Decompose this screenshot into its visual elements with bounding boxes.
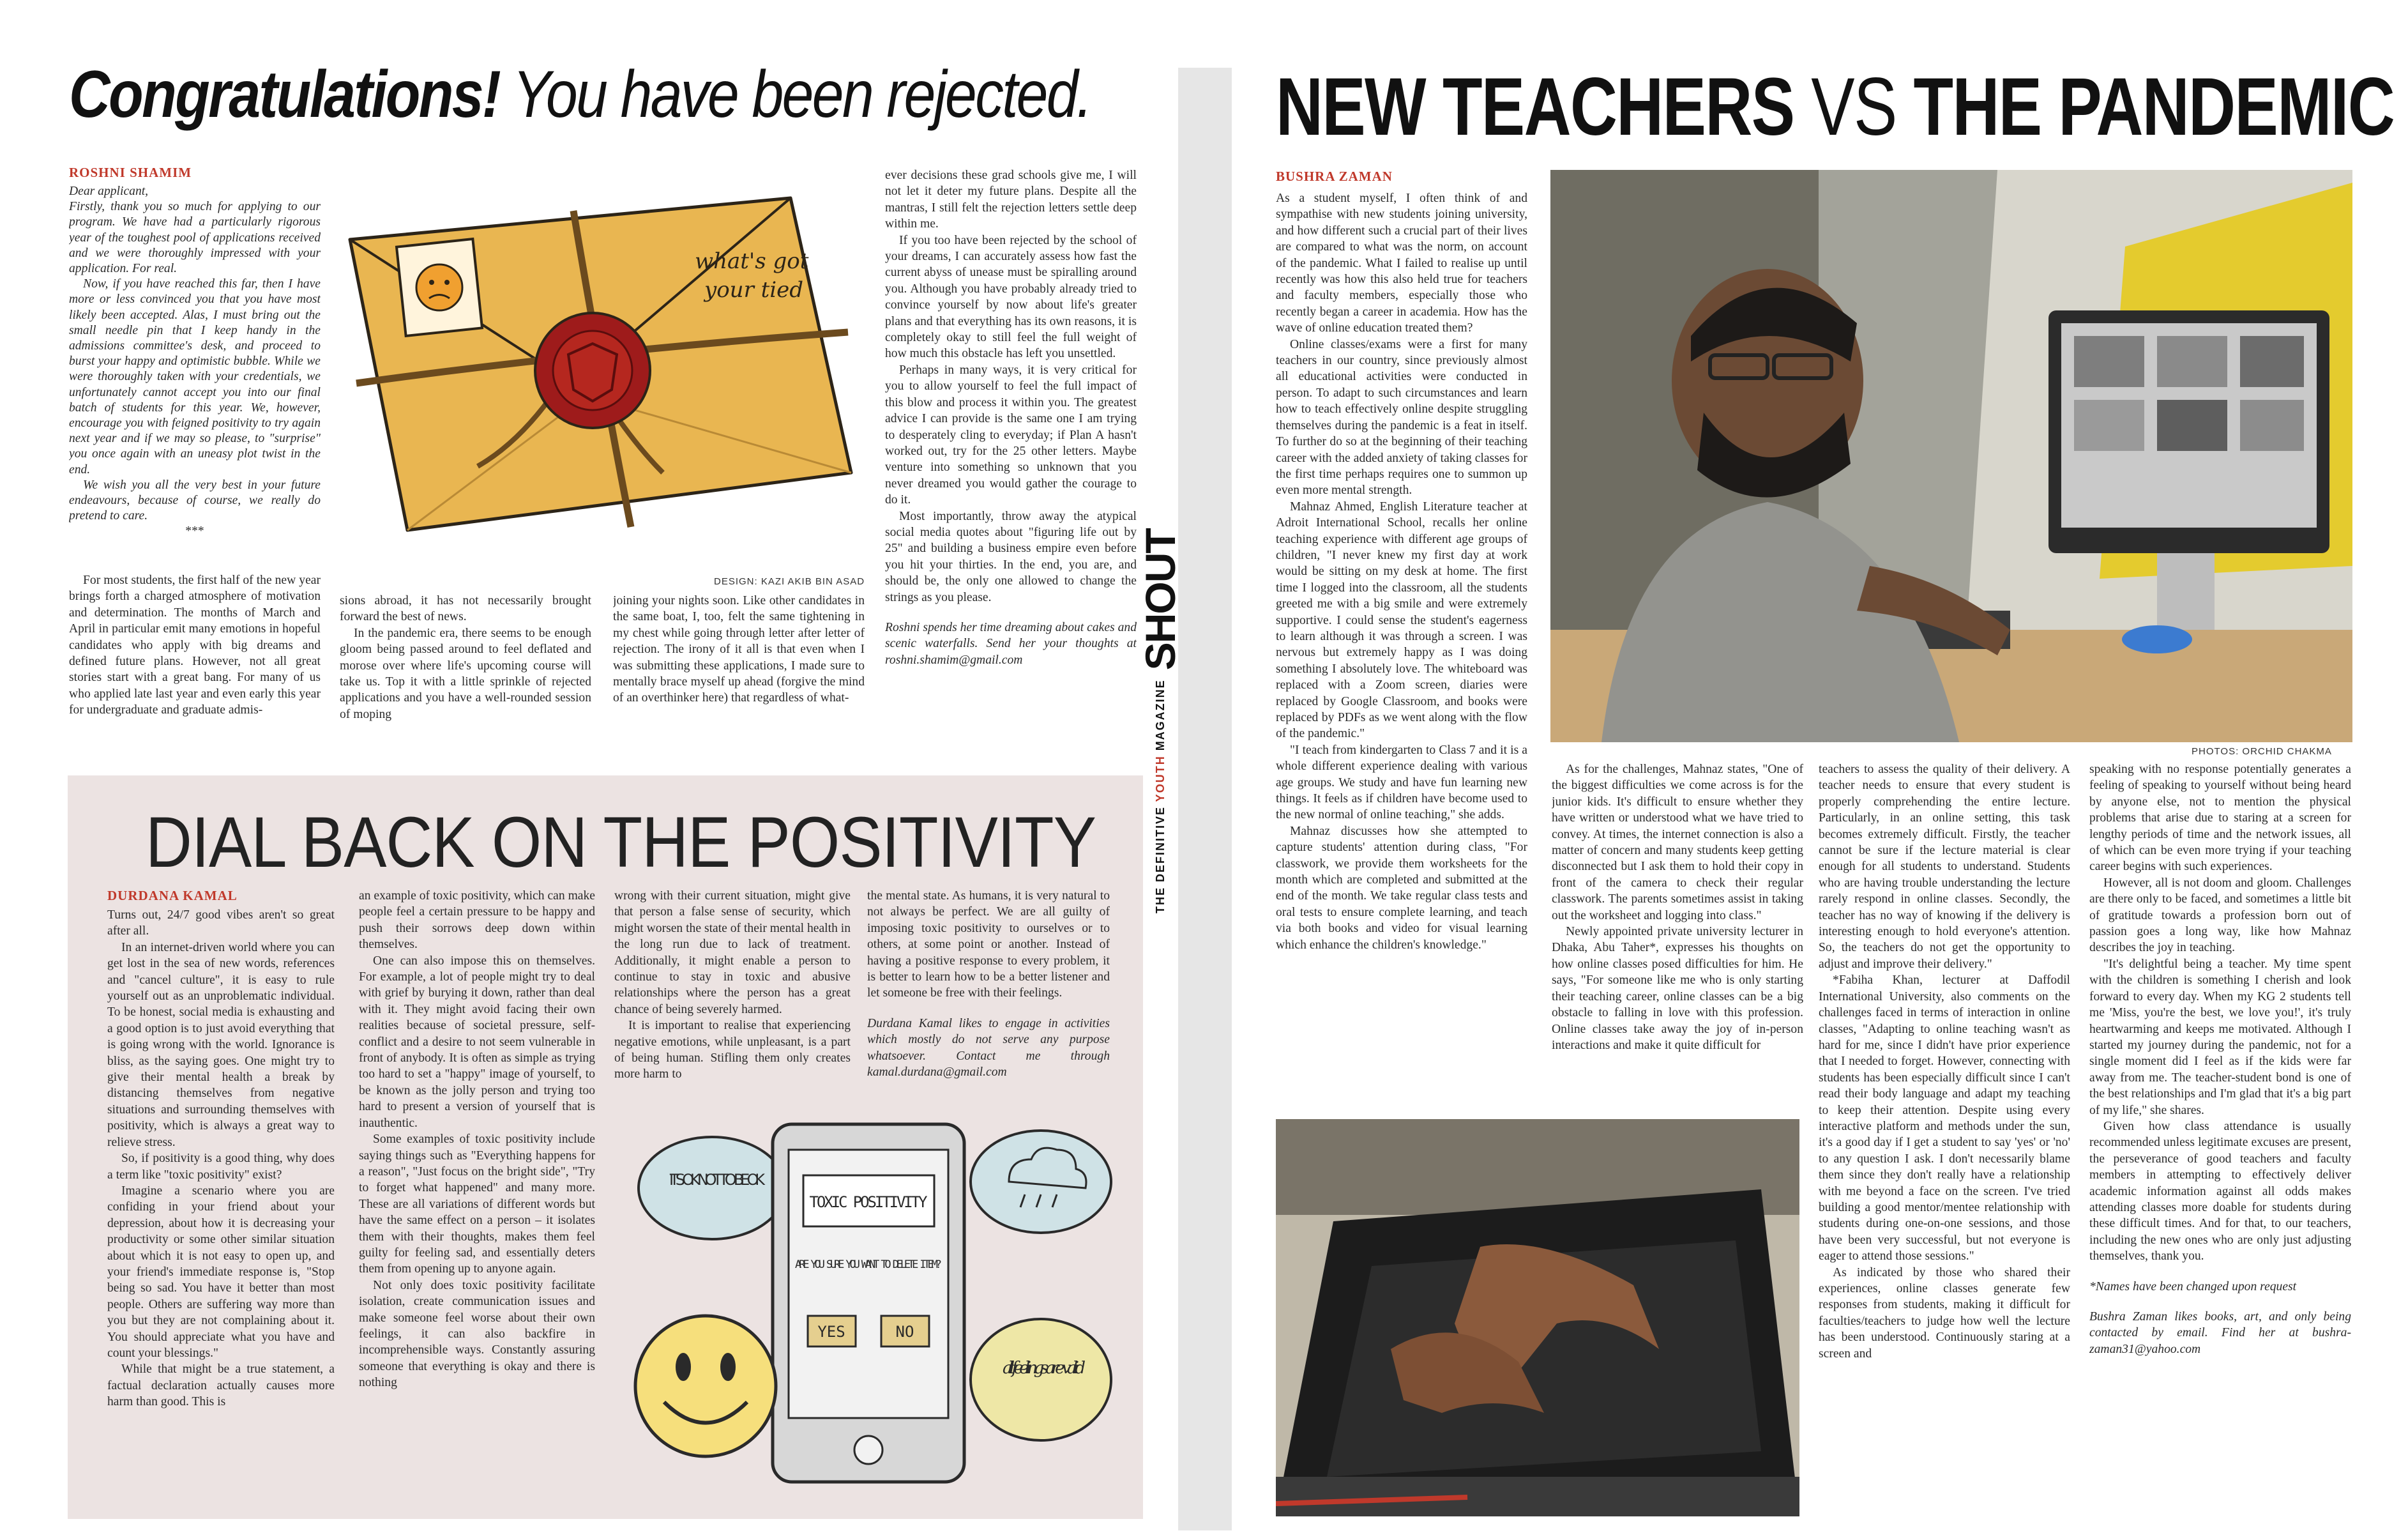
- paragraph: Not only does toxic positivity facilitate isolation, create communication issues and make someone feel worse about their own feelings, it can also backfire in incomprehensible ways. Constantly assuring someone that everything is okay and there is nothing: [359, 1278, 595, 1390]
- rejection-col-1: [69, 572, 321, 732]
- letter-paragraph: Now, if you have reached this far, then I have more or less convinced you that you have most likely been accepted. Alas, I must bring out the small needle pin that I keep handy in the admissions committee's desk, and proceed to burst your happy and optimistic bubble. While we were thoroughly taken with your credentials, we unfortunately cannot accept you into our final batch of students for this year. We, however, encourage you with feigned positivity to try again next year and if we may so please, to "surprise" you once again with an uneasy plot twist in the end.: [69, 277, 321, 477]
- paragraph: As for the challenges, Mahnaz states, "One of the biggest difficulties we come across is for the junior kids. It's difficult to ensure whether they have written or understood what we have tried to convey. At times, the internet connection is also a matter of concern and many students keep getting disconnected but I ask them to hold their copy in front of the camera to check their regular classwork. The parents sometimes assist in taking out the worksheet and logging into class.": [1552, 763, 1803, 922]
- paragraph: Perhaps in many ways, it is very critical for you to allow yourself to feel the full impact of this blow and process it within you. The greatest advice I can provide is the same one I am trying to desperately cling to everyday; if Plan A hasn't worked out, try for the 25 other letters. Maybe venture into something so unknown that you never dreamed you would gather the courage to do it.: [885, 363, 1137, 507]
- teachers-col-2: [1552, 761, 1803, 1110]
- rejection-byline: ROSHNI SHAMIM: [69, 165, 192, 180]
- positivity-col-2: [359, 888, 595, 1507]
- teachers-col-4: [2089, 761, 2351, 1515]
- phone-question: ARE YOU SURE YOU WANT TO DELETE ITEM?: [795, 1258, 942, 1271]
- teacher-photo: [1550, 170, 2352, 742]
- rejection-col-3: [613, 593, 865, 733]
- rejection-letter: [69, 184, 321, 572]
- yes-label: YES: [817, 1323, 845, 1341]
- paragraph: As indicated by those who shared their experiences, online classes generate few responses from students, making it difficult for faculties/teachers to judge how well the lecture has been understood. Continuously staring at a screen and: [1819, 1265, 2070, 1361]
- envelope-illustration: [331, 172, 867, 556]
- envelope-scribble: what's got: [695, 248, 809, 274]
- headline-bold: Congratulations!: [69, 57, 500, 132]
- paragraph: Imagine a scenario where you are confiding in your friend about your depression, about how it is decreasing your productivity or some other similar situation about which it is not easy to open up, and your friend's immediate response is, "Stop being so sad. You have it better than most people. Others are suffering way more than you but they are not complaining about it. You should appreciate what you have and count your blessings.": [107, 1184, 335, 1360]
- paragraph: an example of toxic positivity, which can make people feel a certain pressure to be happy and push their sorrows deep down within themselves.: [359, 889, 595, 952]
- shout-logo: SHOUT: [1137, 529, 1184, 671]
- headline-light: You have been rejected.: [512, 57, 1091, 132]
- paragraph: Mahnaz Ahmed, English Literature teacher at Adroit International School, recalls her online teaching experience with different age groups of children, "I never knew my first day at work would be sitting on my desk at home. The first time I logged into the classroom, all the students greeted me with a big smile and were extremely supportive. I could sense the student's eagerness to learn although it was through a screen. I was nervous but extremely happy as I was doing something I absolutely love. The whiteboard was replaced with a Zoom screen, diaries were replaced by Google Classroom, and books were replaced by PDFs as we went along with the flow of the pandemic.": [1276, 500, 1527, 741]
- rejection-col-4: [885, 167, 1137, 736]
- paragraph: For most students, the first half of the new year brings forth a charged atmosphere of motivation and determination. The months of March and April in particular emit many emotions in hopeful candidates who apply with big dreams and defined future plans. However, not all great stories start with a great bang. For many of us who applied late last year and even early this year for undergraduate and graduate admis-: [69, 574, 321, 717]
- envelope-scribble: your tied: [704, 277, 804, 303]
- paragraph: ever decisions these grad schools give me, I will not let it deter my future plans. Despite all the mantras, I still felt the rejection letters settle deep within me.: [885, 169, 1137, 231]
- paragraph: speaking with no response potentially generates a feeling of speaking to yourself without being heard by anyone else, not to mention the physical problems that arise due to staring at a screen for lengthy periods of time and the network issues, all of which can be even more trying if your teaching career begins with such experiences.: [2089, 763, 2351, 874]
- envelope-svg: [331, 172, 867, 556]
- rejection-col-2: [340, 593, 591, 733]
- paragraph: In the pandemic era, there seems to be enough gloom being passed around to feel deflated and morose over where life's upcoming course will take us. Top it with a little sprinkle of rejected applications and you have a well-rounded session of moping: [340, 626, 591, 721]
- design-credit: DESIGN: KAZI AKIB BIN ASAD: [714, 576, 865, 587]
- author-bio: Bushra Zaman likes books, art, and only being contacted by email. Find her at bushra-zaman31@yahoo.com: [2089, 1310, 2351, 1356]
- headline-vs: VS: [1811, 61, 1897, 153]
- paragraph: While that might be a true statement, a factual declaration actually causes more harm than good. This is: [107, 1362, 335, 1409]
- teachers-byline: BUSHRA ZAMAN: [1276, 169, 1393, 184]
- paragraph: wrong with their current situation, might give that person a false sense of security, which might worsen the state of their mental health in the long run due to lack of treatment. Additionally, it might enable a person to continue to stay in toxic and abusive relationships where the person has a great chance of being severely harmed.: [614, 889, 851, 1016]
- paragraph: One can also impose this on themselves. For example, a lot of people might try to deal with grief by burying it down, rather than deal with it. They might avoid facing their own realities because of societal pressure, self-conflict and a desire to not seem vulnerable in front of anybody. It is often as simple as trying too hard to set a "happy" image of yourself, to be known as the jolly person and trying too hard to present a version of yourself that is inauthentic.: [359, 954, 595, 1130]
- spine-tagline: THE DEFINITIVE YOUTH MAGAZINE: [1153, 679, 1167, 913]
- paragraph: Given how class attendance is usually recommended unless legitimate excuses are present, the perseverance of good teachers and faculty members in attempting to effectively deliver academic information against all odds makes attending classes more doable for students during these difficult times. And for that, to our teachers, including the new ones who are only just adjusting themselves, thank you.: [2089, 1119, 2351, 1263]
- positivity-col-1: [107, 907, 335, 1507]
- author-bio: Durdana Kamal likes to engage in activities which mostly do not serve any purpose whatsoever. Contact me through kamal.durdana@gmail.com: [867, 1016, 1110, 1079]
- spine-brand: [1137, 529, 1227, 913]
- positivity-col-3: [614, 888, 851, 1124]
- paragraph: Most importantly, throw away the atypical social media quotes about "figuring life out by 25" and building a business empire even before you hit your thirties. In the end, you are, and should be, the only one allowed to change the strings as you please.: [885, 509, 1137, 604]
- bubble-text-feelings: all feelings are valid: [1003, 1359, 1086, 1378]
- positivity-headline: DIAL BACK ON THE POSITIVITY: [146, 802, 1096, 882]
- toxic-positivity-illustration: [632, 1111, 1117, 1507]
- teachers-col-3: [1819, 761, 2070, 1515]
- paragraph: the mental state. As humans, it is very natural to not always be perfect. We are all guilty of imposing toxic positivity to ourselves or to others, at some point or another. Instead of having a positive response to every problem, it is better to learn how to be a better listener and let someone be free with their feelings.: [867, 889, 1110, 1000]
- teachers-headline: [1276, 61, 2395, 153]
- paragraph: "It's delightful being a teacher. My time spent with the children is something I cherish and look forward to every day. When my KG 2 students tell me 'Miss, you're the best, we love you!', it's truly heartwarming and keeps me motivated. Although I started my journey during the pandemic, not for a single moment did I feel as if the kids were far away from me. The teacher-student bond is one of the best relationships and I'm glad that it's a big part of my life," she shares.: [2089, 957, 2351, 1117]
- illustration-svg: [632, 1111, 1117, 1507]
- paragraph: Some examples of toxic positivity include saying things such as "Everything happens for a reason", "Just focus on the bright side", "Try to forget what happened" and many more. These are all variations of different words but have the same effect on a person – it isolates them with their thoughts, makes them feel guilty for feeling sad, and essentially deters them from opening up to anyone again.: [359, 1133, 595, 1276]
- bubble-text-ok: IT'S OK NOT TO BE OK: [669, 1171, 765, 1189]
- letter-greeting: Dear applicant,: [69, 185, 149, 198]
- paragraph: Newly appointed private university lecturer in Dhaka, Abu Taher*, expresses his thoughts on how online classes posed difficulties for him. He says, "For someone like me who is only starting their teaching career, online classes can be a big obstacle to falling in love with this profession. Online classes take away the joy of in-person interactions and make it quite difficult for: [1552, 925, 1803, 1052]
- positivity-col-4: [867, 888, 1110, 1124]
- paragraph: teachers to assess the quality of their delivery. A teacher needs to ensure that every student is properly comprehending the entire lecture. Particularly, in an online setting, this task becomes extremely difficult. Firstly, the teacher cannot be sure if the lecture material is clear enough for all students to understand. Students who are having trouble understanding the lecture rarely respond in online classes. Secondly, the teacher has no way of knowing if the delivery is interesting enough to hold everyone's attention. So, the teachers do not get the opportunity to adjust and improve their delivery.": [1819, 763, 2070, 971]
- teachers-col-1: [1276, 190, 1527, 1108]
- paragraph: However, all is not doom and gloom. Challenges are there only to be faced, and sometimes a little bit of gratitude towards a profession born out of passion goes a long way, like how Mahnaz describes the joy in teaching.: [2089, 876, 2351, 955]
- paragraph: As a student myself, I often think of and sympathise with new students joining university, and how different such a crucial part of their lives are compared to what was the norm, on account of the pandemic. What I failed to realise up until recently was how this also held true for teachers and faculty members, especially those who recently began a career in academia. How has the wave of online education treated them?: [1276, 192, 1527, 335]
- letter-paragraph: Firstly, thank you so much for applying to our program. We have had a particularly rigorous year of the toughest pool of applications received and we were thoroughly impressed with your application. For real.: [69, 200, 321, 276]
- paragraph: *Fabiha Khan, lecturer at Daffodil International University, also comments on the challenges faced in terms of interaction in online classes, "Adapting to online teaching wasn't as hard for me, since I didn't have prior experience that I needed to forget. However, connecting with students has been especially difficult since I can't read their body language and adapt my teaching to keep their attention. Despite using every interactive platform and methods under the sun, it's a good day if I get a student to say 'yes' or 'no' to any question I ask. I don't necessarily blame them since they don't really have a relationship with me beyond a face on the screen. I've tried building a good mentor/mentee relationship with students during one-on-one sessions, and those have been very successful, but not everyone is eager to attend those sessions.": [1819, 973, 2070, 1263]
- paragraph: sions abroad, it has not necessarily brought forward the best of news.: [340, 594, 591, 624]
- paragraph: So, if positivity is a good thing, why does a term like "toxic positivity" exist?: [107, 1152, 335, 1182]
- laptop-photo-svg: [1276, 1119, 1799, 1516]
- paragraph: joining your nights soon. Like other candidates in the same boat, I, too, felt the same tightening in my chest while going through letter after letter of rejection. The irony of it all is that even when I was submitting these applications, I made sure to mentally brace myself up ahead (forgive the mind of an overthinker here) that regardless of what-: [613, 594, 865, 705]
- rejection-headline: [69, 56, 1091, 133]
- headline-part-1: NEW TEACHERS: [1276, 61, 1794, 153]
- paragraph: "I teach from kindergarten to Class 7 and it is a whole different experience dealing with various age groups. We study and have fun learning new things. It feels as if children have become used to the new normal of online teaching," she adds.: [1276, 743, 1527, 822]
- headline-part-2: THE PANDEMIC: [1913, 61, 2395, 153]
- paragraph: Online classes/exams were a first for many teachers in our country, since previously almost all educational activities were conducted in person. To adapt to such circumstances and learn how to teach effectively online despite struggling themselves during the pandemic is a feat in itself. To further do so at the beginning of their teaching career with the added anxiety of taking classes for the first time perhaps requires one to summon up even more mental strength.: [1276, 337, 1527, 498]
- paragraph: It is important to realise that experiencing negative emotions, while unpleasant, is a part of being human. Stifling them only creates more harm to: [614, 1019, 851, 1081]
- letter-paragraph: We wish you all the very best in your future endeavours, because of course, we really do pretend to care.: [69, 478, 321, 523]
- letter-separator: ***: [185, 524, 204, 538]
- author-bio: Roshni spends her time dreaming about cakes and scenic waterfalls. Send her your thoughts at roshni.shamim@gmail.com: [885, 620, 1137, 667]
- photo-credit: PHOTOS: ORCHID CHAKMA: [2192, 746, 2332, 757]
- no-label: NO: [895, 1323, 914, 1341]
- names-note: *Names have been changed upon request: [2089, 1279, 2297, 1293]
- laptop-photo: [1276, 1119, 1799, 1516]
- paragraph: In an internet-driven world where you can get lost in the sea of new words, references and "cancel culture", it is easy to rule yourself out as an unproblematic individual. To be honest, social media is exhausting and a good option is to just avoid everything that is going wrong with the world. Ignorance is bliss, as the saying goes. One might try to give their mental health a break by distancing themselves from negative situations and surrounding themselves with positivity, which is always a great way to relieve stress.: [107, 940, 335, 1149]
- teacher-photo-svg: [1550, 170, 2352, 742]
- phone-title: TOXIC POSITIVITY: [809, 1193, 928, 1211]
- paragraph: Mahnaz discusses how she attempted to capture students' attention during class, "For classwork, we provide them worksheets for the month which are completed and submitted at the end of the month. We take regular class tests and oral tests to ensure complete learning, and teach via both books and video for visual learning which enhance the children's knowledge.": [1276, 824, 1527, 952]
- paragraph: If you too have been rejected by the school of your dreams, I can accurately assess how fast the current abyss of unease must be spiralling around you. Although you have probably already tried to convince yourself by now about life's greater plans and that everything has its own reasons, it is completely okay to still feel the full weight of how much this obstacle has left you unsettled.: [885, 233, 1137, 361]
- positivity-byline: DURDANA KAMAL: [107, 888, 238, 903]
- paragraph: Turns out, 24/7 good vibes aren't so great after all.: [107, 908, 335, 938]
